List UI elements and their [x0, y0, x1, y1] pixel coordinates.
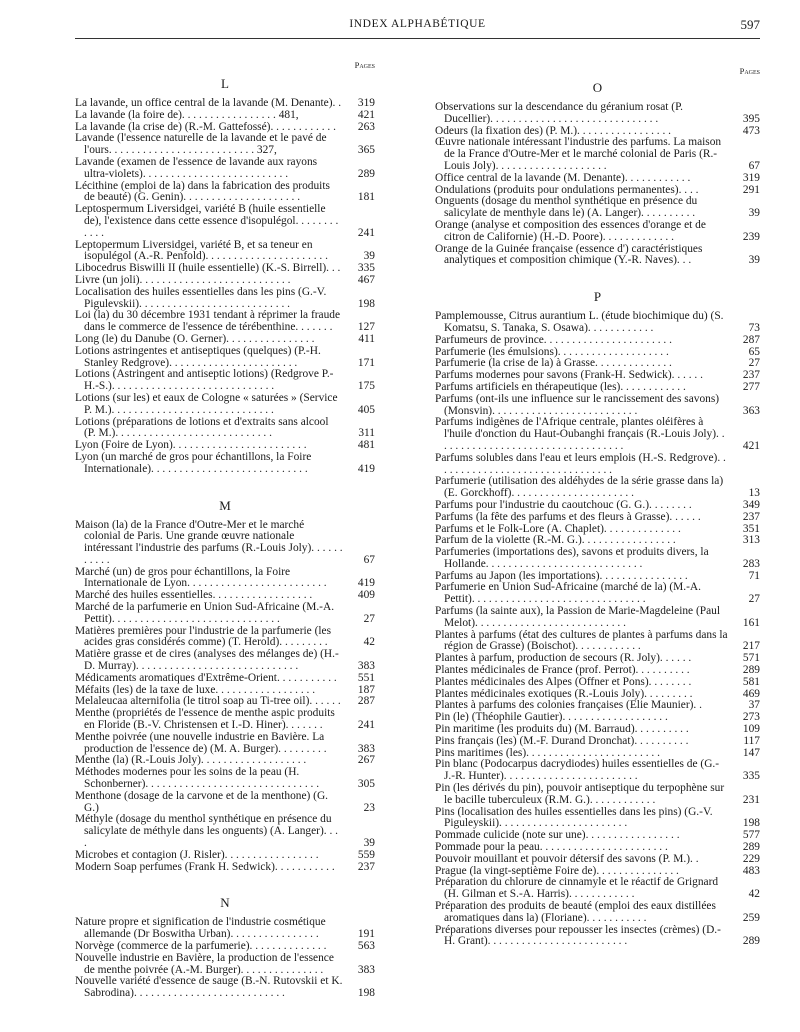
- entry-text: La lavande (la crise de) (R.-M. Gattefossé). . . . . . . . . . . .: [75, 120, 336, 133]
- entry-page: 577: [742, 829, 760, 842]
- entry-page: 231: [742, 793, 760, 806]
- entry-text: Pins français (les) (M.-F. Durand Dronchat). . . . . . . . . .: [435, 734, 689, 747]
- entry-page: 287: [357, 695, 375, 708]
- entry-page: 483: [742, 864, 760, 877]
- entry-page: 259: [742, 911, 760, 924]
- entry-page: 127: [357, 321, 375, 334]
- entry-page: 198: [357, 987, 375, 1000]
- entry-page: 42: [748, 888, 760, 901]
- entry-text: Menthe poivrée (une nouvelle industrie en Bavière. La production de l'essence de) (M. A. Burger). . . . . . . . .: [75, 730, 327, 755]
- entry-text: Maison (la) de la France d'Outre-Mer et le marché colonial de Paris. Une grande œuvre nationale intéressant l'industrie des parfums (R.-Louis Joly). . . . . . . . . . .: [75, 518, 343, 566]
- entry-text: Pin blanc (Podocarpus dacrydiodes) huiles essentielles de (G.-J.-R. Hunter). . . . . . . . . . . . . . . . . . . . . . . .: [435, 758, 720, 783]
- index-entry: [435, 102, 760, 126]
- entry-page: 241: [357, 719, 375, 732]
- entry-page: 198: [742, 817, 760, 830]
- entry-text: Lotions (sur les) et eaux de Cologne « saturées » (Service P. M.). . . . . . . . . . . . . . . . . . . . . . . . . . . . .: [75, 391, 338, 416]
- entry-page: 351: [742, 522, 760, 535]
- section-letter: P: [593, 289, 602, 305]
- entry-page: 283: [742, 557, 760, 570]
- entry-text: Marché de la parfumerie en Union Sud-Africaine (M.-A. Pettit). . . . . . . . . . . . . . . . . . . . . . . . . . . . . .: [75, 601, 335, 625]
- index-entry: [75, 110, 375, 122]
- index-entry: [75, 369, 375, 393]
- entry-text: Parfumerie (la crise de la) à Grasse. . . . . . . . . . . . . .: [435, 357, 672, 370]
- entry-page: 191: [357, 928, 375, 941]
- entry-text: Office central de la lavande (M. Denante). . . . . . . . . . . .: [435, 171, 691, 184]
- index-entry: [75, 275, 375, 287]
- entry-text: Parfums au Japon (les importations). . . . . . . . . . . . . . . .: [435, 569, 688, 582]
- index-entry: [75, 240, 375, 264]
- entry-page: 237: [742, 369, 760, 382]
- index-entry: [75, 287, 375, 311]
- entry-page: 289: [742, 935, 760, 948]
- index-entry: [435, 783, 760, 807]
- entry-text: Loi (la) du 30 décembre 1931 tendant à réprimer la fraude dans le commerce de l'essence de térébenthine. . . . . . .: [75, 309, 341, 334]
- entry-page: 421: [742, 439, 760, 452]
- right-column: [435, 60, 760, 948]
- entry-text: Melaleucaa alternifolia (le titrol soap au Ti-tree oil). . . . . .: [75, 695, 341, 708]
- entry-page: 263: [357, 120, 375, 133]
- entry-text: Méfaits (les) de la taxe de luxe. . . . . . . . . . . . . . . . . .: [75, 683, 316, 696]
- index-entry: [75, 310, 375, 334]
- index-entry: [435, 630, 760, 654]
- entry-text: Pommade culicide (note sur une). . . . . . . . . . . . . . . . .: [435, 829, 680, 842]
- entry-page: 469: [742, 687, 760, 700]
- entry-text: Plantes médicinales des Alpes (Offner et Pons). . . . . . . .: [435, 675, 692, 688]
- entry-text: Méthyle (dosage du menthol synthétique en présence du salicylate de méthyle dans les onguents) (A. Langer). . . .: [75, 813, 338, 850]
- index-entry: [75, 417, 375, 441]
- entry-page: 419: [357, 462, 375, 475]
- entry-page: 571: [742, 652, 760, 665]
- entry-page: 241: [357, 226, 375, 239]
- entry-page: 409: [357, 589, 375, 602]
- index-entry: [75, 649, 375, 673]
- entry-text: Préparation des produits de beauté (emploi des eaux distillées aromatiques dans la) (Floriane). . . . . . . . . . .: [435, 900, 716, 924]
- running-title: INDEX ALPHABÉTIQUE: [349, 18, 486, 30]
- entry-text: Ondulations (produits pour ondulations permanentes). . . .: [435, 183, 699, 196]
- entry-text: Lyon (un marché de gros pour échantillons, la Foire Internationale). . . . . . . . . . . . . . . . . . . . . . . . . . . .: [75, 450, 312, 475]
- entry-text: Parfums (la fête des parfums et des fleurs à Grasse). . . . . .: [435, 510, 701, 523]
- index-entry: [75, 708, 375, 732]
- entry-text: Long (le) du Danube (O. Gerner). . . . . . . . . . . . . . . .: [75, 332, 315, 345]
- header-rule: [75, 38, 760, 39]
- index-section-m: [75, 498, 375, 874]
- index-entry: [435, 500, 760, 512]
- entry-page: 319: [742, 171, 760, 184]
- entry-page: 305: [357, 778, 375, 791]
- entry-text: Lavande (examen de l'essence de lavande aux rayons ultra-violets). . . . . . . . . . . . . . . . . . . . . . . . . .: [75, 155, 318, 180]
- entry-text: Nouvelle industrie en Bavière, la production de l'essence de menthe poivrée (A.-M. Burger). . . . . . . . . . . . . . .: [75, 951, 334, 976]
- entry-page: 27: [748, 357, 760, 370]
- entry-text: Livre (un joli). . . . . . . . . . . . . . . . . . . . . . . . . . .: [75, 273, 291, 286]
- entry-text: Parfums artificiels en thérapeutique (les). . . . . . . . . . . .: [435, 380, 686, 393]
- index-entry: [435, 877, 760, 901]
- entry-text: Orange (analyse et composition des essences d'orange et de citron de Californie) (H.-D. Poore). . . . . . . . . . . . .: [435, 218, 706, 243]
- entry-text: Parfums pour l'industrie du caoutchouc (G. G.). . . . . . . .: [435, 498, 692, 511]
- entry-text: Pins (localisation des huiles essentielles dans les pins) (G.-V. Piguleyskii). . . . . . . . . . . . . . . . . . . . . . .: [435, 805, 713, 830]
- entry-text: Matière grasse et de cires (analyses des mélanges de) (H.-D. Murray). . . . . . . . . . . . . . . . . . . . . . . . . . . . .: [75, 648, 339, 673]
- index-entry: [75, 452, 375, 476]
- entry-text: Parfums modernes pour savons (Frank-H. Sedwick). . . . . .: [435, 369, 703, 382]
- entry-page: 467: [357, 273, 375, 286]
- entry-page: 563: [357, 940, 375, 952]
- entry-page: 411: [358, 332, 375, 345]
- entry-page: 319: [357, 97, 375, 109]
- index-entry: [75, 626, 375, 650]
- entry-page: 559: [357, 848, 375, 861]
- entry-page: 335: [742, 770, 760, 783]
- entry-page: 27: [748, 593, 760, 606]
- entry-text: Parfumeries (importations des), savons et produits divers, la Hollande. . . . . . . . . . . . . . . . . . . . . . . . . . . .: [435, 546, 709, 570]
- entry-text: Parfums solubles dans l'eau et leurs emplois (H.-S. Redgrove). . . . . . . . . . . . . . . . . . . . . . . . . . . . . . . .: [435, 451, 726, 476]
- entry-text: Parfumerie en Union Sud-Africaine (marché de la) (M.-A. Pettit). . . . . . . . . . . . . . . . . . . . . . . . . . . . . . .: [435, 581, 701, 606]
- index-entry: [435, 547, 760, 571]
- entry-text: Leptospermum Liversidgei, variété B (huile essentielle de), l'existence dans cette essence d'isopulégol. . . . . . . . . . . .: [75, 203, 339, 239]
- entry-page: 383: [357, 660, 375, 673]
- entry-text: Plantes à parfum, production de secours (R. Joly). . . . . .: [435, 652, 692, 665]
- entry-text: Parfumeurs de province. . . . . . . . . . . . . . . . . . . . . . .: [435, 333, 672, 346]
- index-entry: [75, 204, 375, 239]
- entry-page: 217: [742, 640, 760, 653]
- index-entry: [435, 244, 760, 268]
- index-entry: [435, 854, 760, 866]
- entry-page: 291: [742, 183, 760, 196]
- entry-page: 161: [742, 616, 760, 629]
- entry-text: Parfums (ont-ils une influence sur le rancissement des savons) (Monsvin). . . . . . . . . . . . . . . . . . . . . . . . . .: [435, 392, 720, 417]
- index-section-o: [435, 80, 760, 267]
- page-number: 597: [740, 17, 760, 32]
- entry-page: 27: [363, 612, 375, 625]
- entry-text: Localisation des huiles essentielles dans les pins (G.-V. Pigulevskii). . . . . . . . . . . . . . . . . . . . . . . . . . .: [75, 285, 327, 310]
- entry-page: 383: [357, 963, 375, 976]
- index-entry: [75, 976, 375, 1000]
- entry-page: 67: [363, 553, 375, 566]
- index-entry: [435, 196, 760, 220]
- entry-text: Menthe (la) (R.-Louis Joly). . . . . . . . . . . . . . . . . . .: [75, 754, 307, 767]
- entry-page: 313: [742, 534, 760, 547]
- index-entry: [75, 791, 375, 815]
- index-entry: [75, 157, 375, 181]
- entry-text: Nouvelle variété d'essence de sauge (B.-N. Rutovskii et K. Sabrodina). . . . . . . . . . . . . . . . . . . . . . . . . . .: [75, 975, 343, 1000]
- entry-text: Leptopermum Liversidgei, variété B, et sa teneur en isopulégol (A.-R. Penfold). . . . . . . . . . . . . . . . . . . . . .: [75, 238, 328, 263]
- entry-page: 13: [748, 487, 760, 500]
- entry-page: 39: [363, 837, 375, 850]
- entry-page: 67: [748, 159, 760, 172]
- entry-page: 237: [357, 860, 375, 873]
- section-letter: N: [220, 895, 230, 911]
- entry-page: 65: [748, 345, 760, 358]
- entry-text: Plantes médicinales exotiques (R.-Louis Joly). . . . . . . . .: [435, 687, 693, 700]
- entry-text: Prague (la vingt-septième Foire de). . . . . . . . . . . . . . .: [435, 864, 679, 877]
- index-section-n: [75, 895, 375, 1000]
- index-entry: [435, 220, 760, 244]
- index-entry: [435, 453, 760, 477]
- entry-text: Observations sur la descendance du géranium rosat (P. Ducellier). . . . . . . . . . . . . . . . . . . . . . . . . . . . . .: [435, 101, 683, 125]
- index-entry: [75, 567, 375, 591]
- index-entry: [435, 807, 760, 831]
- entry-text: Médicaments aromatiques d'Extrême-Orient. . . . . . . . . . .: [75, 671, 337, 684]
- entry-page: 267: [357, 754, 375, 767]
- section-letter: M: [219, 497, 231, 513]
- entry-page: 289: [357, 167, 375, 180]
- entry-text: Pin (les dérivés du pin), pouvoir antiseptique du terpophène sur le bacille tuberculeux (R.M. G.). . . . . . . . . . . .: [435, 782, 725, 806]
- index-entry: [435, 137, 760, 172]
- index-entry: [435, 417, 760, 452]
- entry-text: Lotions astringentes et antiseptiques (quelques) (P.-H. Stanley Redgrove). . . . . . . . . . . . . . . . . . . . . . .: [75, 344, 321, 369]
- index-entry: [435, 901, 760, 925]
- entry-text: Lotions (préparations de lotions et d'extraits sans alcool (P. M.). . . . . . . . . . . . . . . . . . . . . . . . . . . .: [75, 415, 329, 440]
- entry-text: Libocedrus Biswilli II (huile essentielle) (K.-S. Birrell). . .: [75, 262, 341, 275]
- entry-text: Odeurs (la fixation des) (P. M.). . . . . . . . . . . . . . . . .: [435, 124, 672, 137]
- index-entry: [435, 335, 760, 347]
- entry-text: Parfums (la sainte aux), la Passion de Marie-Magdeleine (Paul Melot). . . . . . . . . . . . . . . . . . . . . . . . . . .: [435, 605, 720, 629]
- entry-page: 473: [742, 124, 760, 137]
- entry-text: Marché (un) de gros pour échantillons, la Foire Internationale de Lyon. . . . . . . . . . . . . . . . . . . . . . . . .: [75, 565, 327, 590]
- entry-text: Pouvoir mouillant et pouvoir détersif des savons (P. M.). .: [435, 852, 699, 865]
- entry-page: 39: [748, 207, 760, 220]
- entry-text: Onguents (dosage du menthol synthétique en présence du salicylate de menthyle dans le) (A. Langer). . . . . . . . . .: [435, 195, 698, 220]
- index-entry: [75, 673, 375, 685]
- index-entry: [435, 173, 760, 185]
- index-entry: [435, 476, 760, 500]
- page-header: [75, 18, 760, 38]
- entry-page: 335: [357, 262, 375, 275]
- entry-page: 187: [357, 683, 375, 696]
- index-section-l: [75, 76, 375, 476]
- entry-page: 239: [742, 230, 760, 243]
- entry-page: 229: [742, 852, 760, 865]
- entry-page: 395: [742, 112, 760, 125]
- entry-page: 181: [357, 191, 375, 204]
- index-entry: [435, 606, 760, 630]
- entry-page: 73: [748, 321, 760, 334]
- index-entry: [75, 850, 375, 862]
- entry-page: 289: [742, 664, 760, 677]
- entry-text: Norvège (commerce de la parfumerie). . . . . . . . . . . . . .: [75, 940, 327, 952]
- entry-page: 363: [742, 404, 760, 417]
- entry-page: 287: [742, 333, 760, 346]
- section-letter: O: [592, 80, 603, 95]
- index-entry: [75, 181, 375, 205]
- entry-text: Parfums indigènes de l'Afrique centrale, plantes oléifères à l'huile d'onction du Haut-Oubanghi français (R.-Louis Joly). . . . . . . . . . . . . . . . . . . . . . . . . . . . . . . . . .: [435, 416, 725, 452]
- entry-page: 237: [742, 510, 760, 523]
- index-entry: [75, 334, 375, 346]
- entry-page: 147: [742, 746, 760, 759]
- index-entry: [75, 520, 375, 567]
- index-entry: [75, 732, 375, 756]
- entry-text: La lavande, un office central de la lavande (M. Denante). .: [75, 97, 342, 109]
- entry-text: Pin maritime (les produits du) (M. Barraud). . . . . . . . . .: [435, 723, 689, 736]
- entry-page: 365: [357, 144, 375, 157]
- entry-page: 419: [357, 577, 375, 590]
- entry-page: 171: [357, 356, 375, 369]
- entry-text: Pamplemousse, Citrus aurantium L. (étude biochimique du) (S. Komatsu, S. Tanaka, S. Osawa). . . . . . . . . . . .: [435, 310, 724, 334]
- index-entry: [435, 311, 760, 335]
- entry-page: 551: [357, 671, 375, 684]
- index-entry: [75, 862, 375, 874]
- index-entry: [435, 382, 760, 394]
- entry-page: 175: [357, 380, 375, 393]
- index-entry: [435, 925, 760, 949]
- entry-text: Méthodes modernes pour les soins de la peau (H. Schonberner). . . . . . . . . . . . . . . . . . . . . . . . . . . . . . .: [75, 766, 320, 791]
- pages-heading: Pages: [354, 60, 375, 70]
- entry-page: 117: [743, 734, 760, 747]
- entry-page: 71: [748, 569, 760, 582]
- index-entry: [75, 917, 375, 941]
- entry-text: Lavande (l'essence naturelle de la lavande et le pavé de l'ours. . . . . . . . . . . . . . . . . . . . . . . . . . 327,: [75, 132, 327, 157]
- entry-text: Parfum de la violette (R.-M. G.). . . . . . . . . . . . . . . . .: [435, 534, 676, 547]
- entry-page: 23: [363, 801, 375, 814]
- entry-text: Parfumerie (utilisation des aldéhydes de la série grasse dans la) (E. Gorckhoff). . . . . . . . . . . . . . . . . . . . . .: [435, 475, 724, 500]
- entry-text: Lécithine (emploi de la) dans la fabrication des produits de beauté) (G. Genin). . . . . . . . . . . . . . . . . . . . .: [75, 179, 330, 204]
- entry-page: 277: [742, 380, 760, 393]
- entry-text: Parfumerie (les émulsions). . . . . . . . . . . . . . . . . . . .: [435, 345, 669, 358]
- entry-text: Préparations diverses pour repousser les insectes (crèmes) (D.-H. Grant). . . . . . . . . . . . . . . . . . . . . . . . .: [435, 923, 721, 948]
- entry-page: 289: [742, 841, 760, 854]
- entry-page: 421: [357, 108, 375, 121]
- index-entry: [75, 814, 375, 849]
- index-entry: [75, 602, 375, 626]
- entry-page: 405: [357, 403, 375, 416]
- entry-text: Œuvre nationale intéressant l'industrie des parfums. La maison de la France d'Outre-Mer et le marché colonial de Paris (R.-Louis Joly). . . . . . . . . . . . . . . . . . . .: [435, 136, 722, 172]
- entry-text: Lyon (Foire de Lyon). . . . . . . . . . . . . . . . . . . . . . . .: [75, 439, 307, 452]
- entry-text: Préparation du chlorure de cinnamyle et le réactif de Grignard (H. Gilman et S.-A. Harris). . . . . . . . . . . .: [435, 876, 719, 901]
- entry-text: Nature propre et signification de l'industrie cosmétique allemande (Dr Boswitha Urban). . . . . . . . . . . . . . . .: [75, 916, 326, 941]
- entry-text: Lotions (Astringent and antiseptic lotions) (Redgrove P.-H.-S.). . . . . . . . . . . . . . . . . . . . . . . . . . . . .: [75, 368, 334, 393]
- entry-text: Plantes à parfums des colonies françaises (Elie Maunier). .: [435, 699, 702, 712]
- entry-page: 39: [363, 250, 375, 263]
- index-entry: [75, 767, 375, 791]
- index-entry: [75, 346, 375, 370]
- index-entry: [435, 582, 760, 606]
- entry-page: 481: [357, 439, 375, 452]
- entry-text: Orange de la Guinée française (essence d') caractéristiques analytiques et composition chimique (Y.-R. Naves). . .: [435, 242, 703, 267]
- left-column: [75, 60, 375, 1000]
- index-entry: [435, 736, 760, 748]
- index-entry: [435, 394, 760, 418]
- entry-page: 311: [358, 427, 375, 440]
- entry-text: Parfums et le Folk-Lore (A. Chaplet). . . . . . . . . . . . . .: [435, 522, 681, 535]
- entry-text: Pommade pour la peau. . . . . . . . . . . . . . . . . . . . . . .: [435, 841, 668, 854]
- entry-page: 383: [357, 742, 375, 755]
- entry-text: Menthe (propriétés de l'essence de menthe aspic produits en Floride (B.-V. Christensen et I.-D. Hiner). . . . . . .: [75, 707, 335, 732]
- index-entry: [75, 393, 375, 417]
- entry-page: 581: [742, 675, 760, 688]
- entry-text: Plantes à parfums (état des cultures de plantes à parfums dans la région de Grasse) (Boischot). . . . . . . . . . . .: [435, 628, 728, 653]
- entry-page: 198: [357, 297, 375, 310]
- entry-text: Marché des huiles essentielles. . . . . . . . . . . . . . . . . .: [75, 589, 313, 602]
- entry-text: Modern Soap perfumes (Frank H. Sedwick). . . . . . . . . . .: [75, 860, 335, 873]
- entry-text: Microbes et contagion (J. Risler). . . . . . . . . . . . . . . . .: [75, 848, 319, 861]
- index-entry: [75, 133, 375, 157]
- entry-text: Menthone (dosage de la carvone et de la menthone) (G. G.): [75, 789, 329, 814]
- entry-text: Pins maritimes (les). . . . . . . . . . . . . . . . . . . . . . . .: [435, 746, 660, 759]
- entry-page: 273: [742, 711, 760, 724]
- entry-page: 42: [363, 636, 375, 649]
- entry-page: 37: [748, 699, 760, 712]
- entry-page: 39: [748, 254, 760, 267]
- pages-heading: Pages: [739, 66, 760, 76]
- entry-text: Pin (le) (Théophile Gautier). . . . . . . . . . . . . . . . . . .: [435, 711, 668, 724]
- index-entry: [435, 759, 760, 783]
- entry-page: 109: [742, 723, 760, 736]
- index-section-p: [435, 289, 760, 948]
- index-entry: [75, 953, 375, 977]
- entry-text: La lavande (la foire de). . . . . . . . . . . . . . . . . 481,: [75, 108, 299, 121]
- index-entry: [435, 677, 760, 689]
- entry-text: Plantes médicinales de France (prof. Perrot). . . . . . . . . .: [435, 664, 690, 677]
- section-letter: L: [221, 76, 229, 91]
- entry-page: 349: [742, 498, 760, 511]
- index-entry: [435, 512, 760, 524]
- entry-text: Matières premières pour l'industrie de la parfumerie (les acides gras considérés comme) (T. Herold). . . . . . . . .: [75, 624, 332, 649]
